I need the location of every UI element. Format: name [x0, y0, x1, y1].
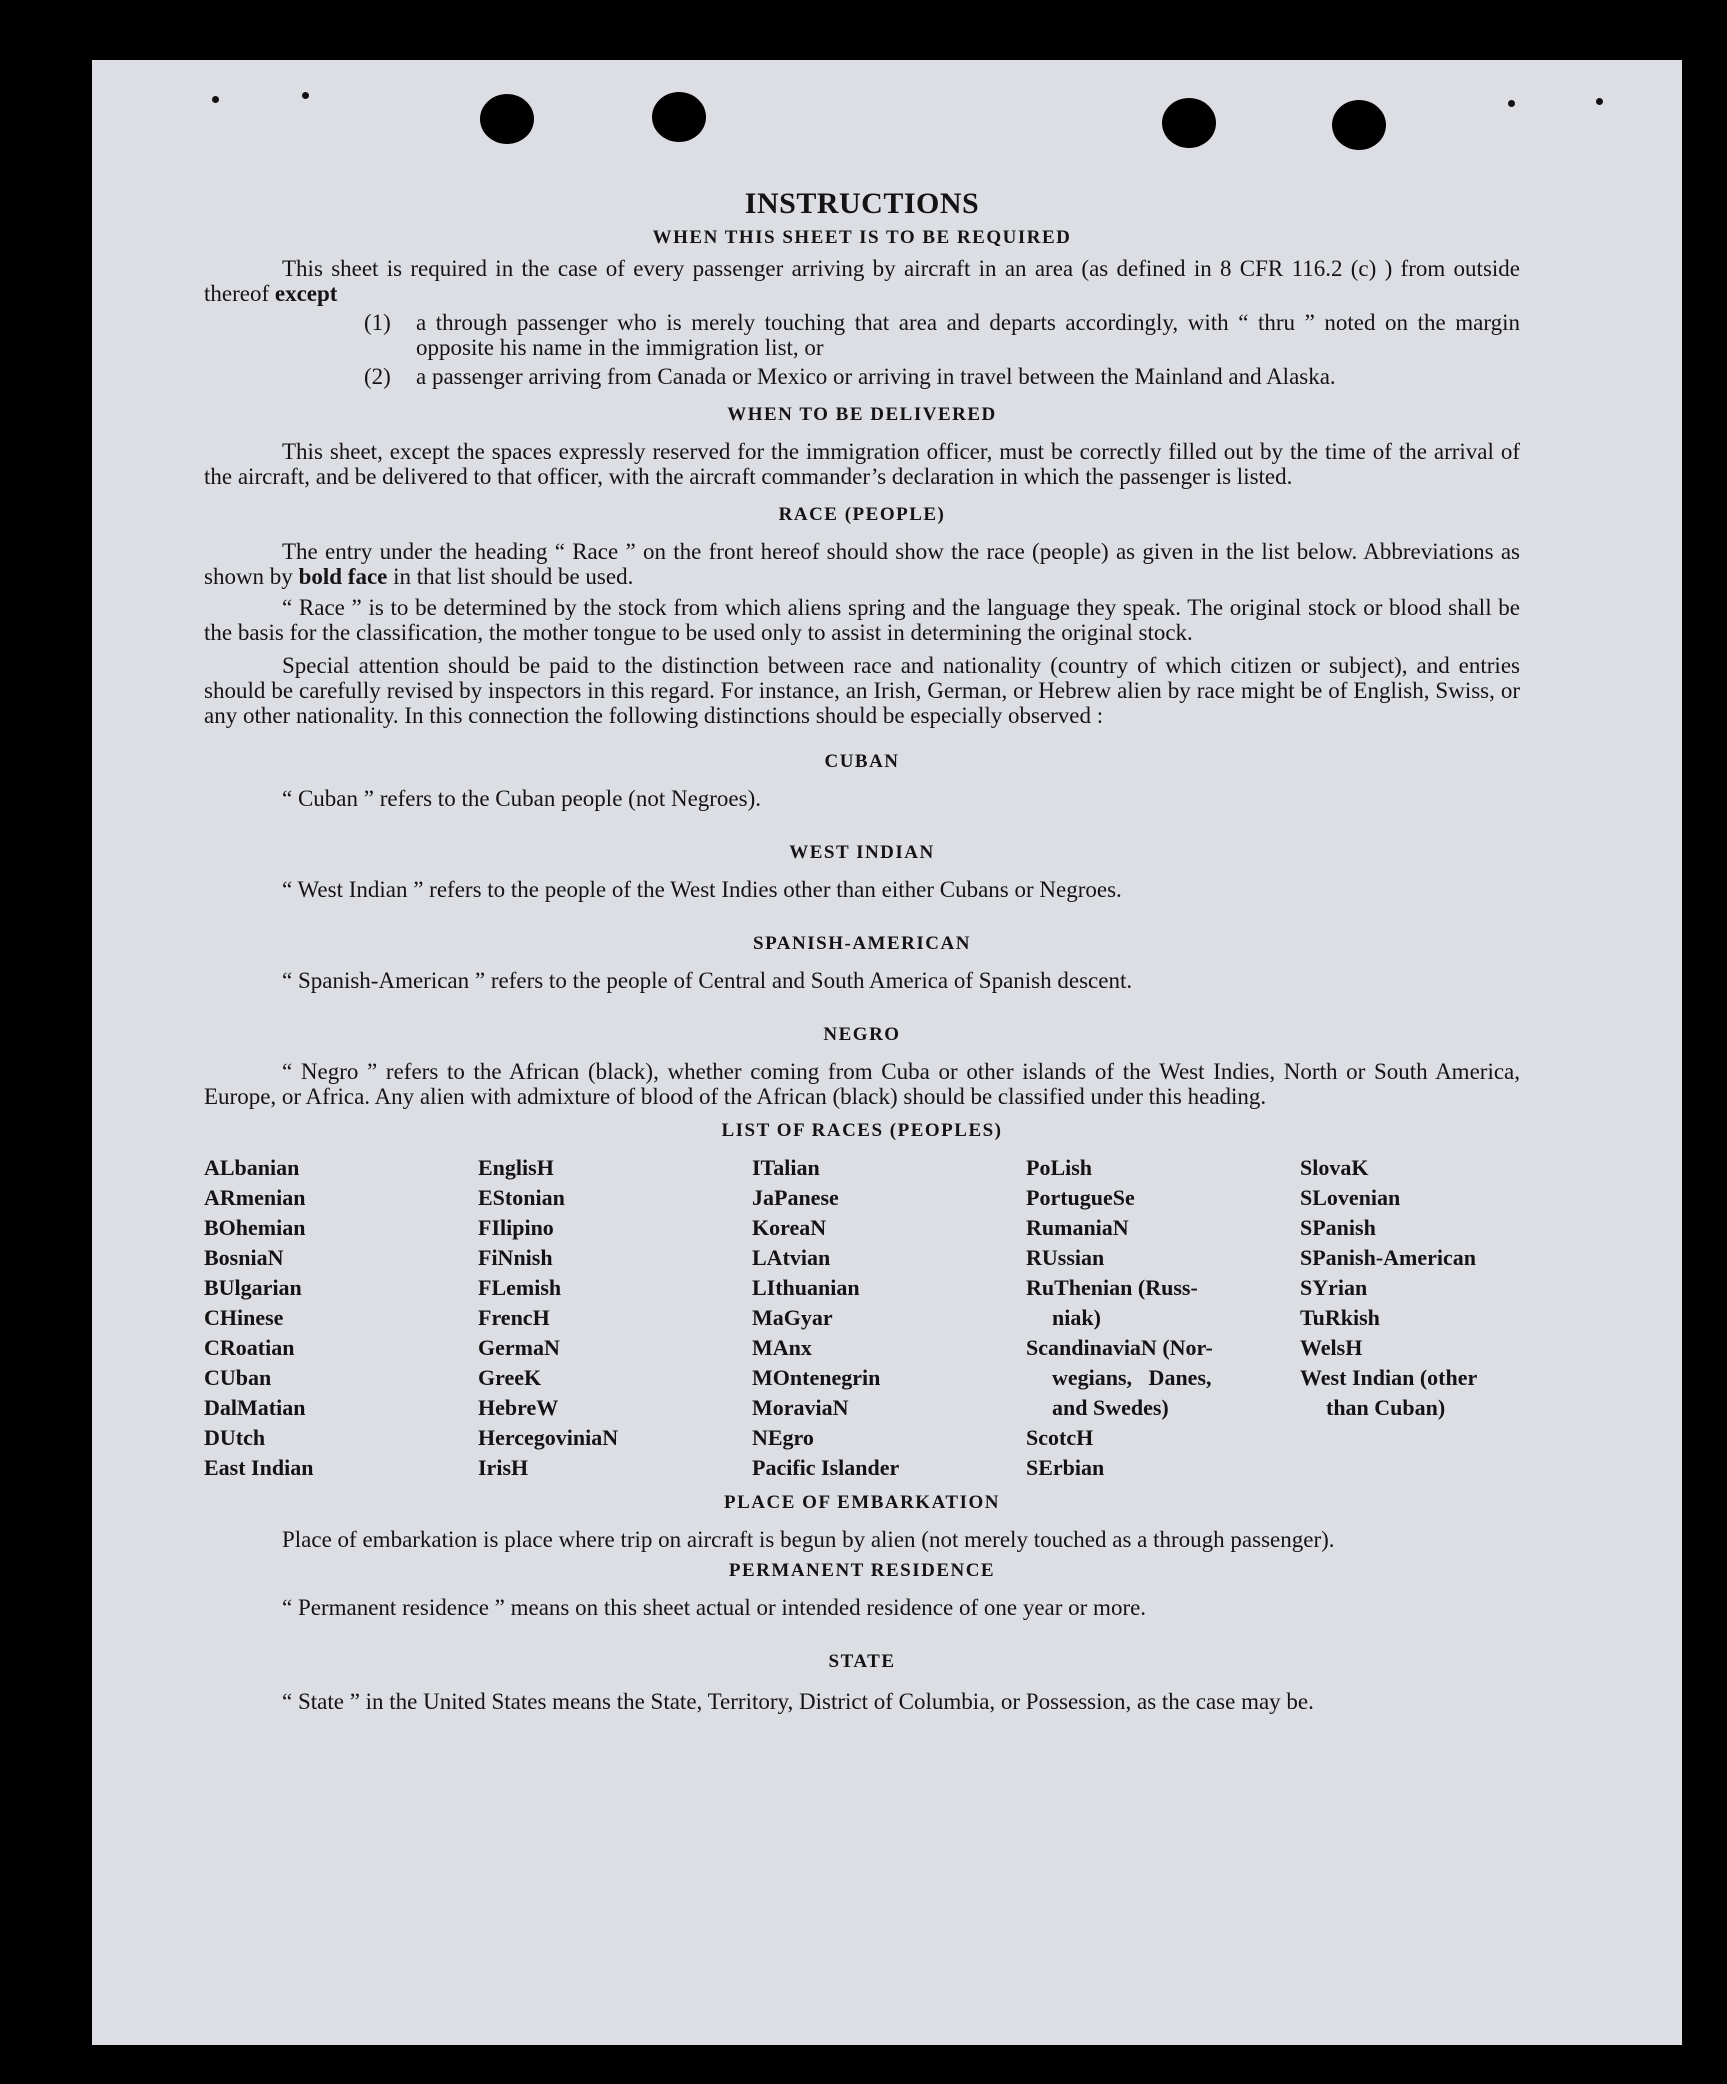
residence-text: “ Permanent residence ” means on this sheet actual or intended residence of one year or more. — [282, 1595, 1147, 1620]
race-entry: than Cuban) — [1326, 1395, 1446, 1420]
race-entry: SPanish-American — [1300, 1245, 1476, 1270]
races-column — [478, 1153, 752, 1483]
race-entry: wegians, Danes, — [1052, 1365, 1212, 1390]
race-entry: CHinese — [204, 1305, 284, 1330]
race-entry: CUban — [204, 1365, 272, 1390]
race-entry: DUtch — [204, 1425, 266, 1450]
page-title: INSTRUCTIONS — [744, 187, 980, 220]
race-entry: GermaN — [478, 1335, 560, 1360]
punch-hole — [1332, 100, 1386, 150]
race-entry: Pacific Islander — [752, 1455, 900, 1480]
race-entry: FLemish — [478, 1275, 562, 1300]
race-paragraph-1: The entry under the heading “ Race ” on the front hereof should show the race (people) as given in the list below. Abbreviations as shown by bold face in that list should be used. — [204, 539, 1520, 589]
heading-spanish-american: SPANISH-AMERICAN — [753, 933, 971, 954]
embarkation-text: Place of embarkation is place where trip on aircraft is begun by alien (not merely touched as a through passenger). — [282, 1527, 1335, 1552]
race-entry: HercegoviniaN — [478, 1425, 619, 1450]
race-entry: FIlipino — [478, 1215, 554, 1240]
speck — [212, 96, 219, 103]
punch-hole — [480, 94, 534, 144]
race-entry: NEgro — [752, 1425, 814, 1450]
cuban-text: “ Cuban ” refers to the Cuban people (not Negroes). — [282, 786, 762, 811]
speck — [1508, 100, 1515, 107]
race-entry: CRoatian — [204, 1335, 295, 1360]
race-entry: RuThenian (Russ- — [1026, 1275, 1198, 1300]
race-entry: GreeK — [478, 1365, 542, 1390]
races-column — [752, 1153, 1026, 1483]
heading-west-indian: WEST INDIAN — [789, 842, 935, 863]
race-entry: SErbian — [1026, 1455, 1105, 1480]
when-delivered-text: This sheet, except the spaces expressly reserved for the immigration officer, must be correctly filled out by the time of the arrival of the aircraft, and be delivered to that officer, with the aircraft commander’s declaration in which the passenger is listed. — [204, 439, 1520, 489]
race-entry: West Indian (other — [1300, 1365, 1478, 1390]
speck — [1596, 98, 1603, 105]
punch-hole — [652, 92, 706, 142]
when-required-intro: This sheet is required in the case of every passenger arriving by aircraft in an area (as defined in 8 CFR 116.2 (c) ) from outside thereof except — [204, 256, 1520, 306]
race-entry: BOhemian — [204, 1215, 306, 1240]
race-entry: MoraviaN — [752, 1395, 849, 1420]
race-entry: MOntenegrin — [752, 1365, 881, 1390]
instructions-content — [204, 186, 1520, 1718]
heading-when-delivered: WHEN TO BE DELIVERED — [727, 404, 997, 425]
race-entry: MaGyar — [752, 1305, 833, 1330]
race-entry: SLovenian — [1300, 1185, 1401, 1210]
race-entry: EStonian — [478, 1185, 565, 1210]
races-column — [1026, 1153, 1300, 1483]
heading-cuban: CUBAN — [824, 751, 900, 772]
race-entry: ScotcH — [1026, 1425, 1094, 1450]
race-entry: LAtvian — [752, 1245, 831, 1270]
race-entry: JaPanese — [752, 1185, 839, 1210]
state-text: “ State ” in the United States means the State, Territory, District of Columbia, or Possession, as the case may be. — [282, 1689, 1314, 1714]
races-list — [204, 1153, 1520, 1483]
race-entry: PoLish — [1026, 1155, 1093, 1180]
heading-when-required: WHEN THIS SHEET IS TO BE REQUIRED — [652, 227, 1072, 248]
race-entry: RumaniaN — [1026, 1215, 1129, 1240]
race-entry: FrencH — [478, 1305, 550, 1330]
race-entry: BUlgarian — [204, 1275, 302, 1300]
race-entry: DalMatian — [204, 1395, 306, 1420]
race-entry: SlovaK — [1300, 1155, 1369, 1180]
spanish-american-text: “ Spanish-American ” refers to the people of Central and South America of Spanish descent. — [282, 968, 1133, 993]
race-entry: East Indian — [204, 1455, 314, 1480]
races-column — [204, 1153, 478, 1483]
heading-list-of-races: LIST OF RACES (PEOPLES) — [721, 1120, 1003, 1141]
race-entry: SYrian — [1300, 1275, 1368, 1300]
race-paragraph-3: Special attention should be paid to the distinction between race and nationality (country of which citizen or subject), and entries should be carefully revised by inspectors in this regard. For instance, an Irish, German, or Hebrew alien by race might be of English, Swiss, or any other nationality. In this connection the following distinctions should be especially observed : — [204, 653, 1520, 728]
heading-negro: NEGRO — [823, 1024, 901, 1045]
race-entry: HebreW — [478, 1395, 559, 1420]
race-entry: MAnx — [752, 1335, 812, 1360]
race-entry: ALbanian — [204, 1155, 300, 1180]
race-entry: niak) — [1052, 1305, 1101, 1330]
race-entry: ARmenian — [204, 1185, 306, 1210]
race-entry: FiNnish — [478, 1245, 553, 1270]
heading-embarkation: PLACE OF EMBARKATION — [724, 1492, 1000, 1513]
race-entry: KoreaN — [752, 1215, 827, 1240]
race-entry: RUssian — [1026, 1245, 1105, 1270]
list-item: (1) a through passenger who is merely touching that area and departs accordingly, with “ thru ” noted on the margin opposite his name in the immigration list, or — [364, 310, 1520, 360]
west-indian-text: “ West Indian ” refers to the people of the West Indies other than either Cubans or Negroes. — [282, 877, 1122, 902]
race-entry: TuRkish — [1300, 1305, 1380, 1330]
speck — [302, 92, 309, 99]
race-entry: BosniaN — [204, 1245, 284, 1270]
punch-hole — [1162, 98, 1216, 148]
race-entry: PortugueSe — [1026, 1185, 1135, 1210]
race-entry: LIthuanian — [752, 1275, 860, 1300]
race-entry: ScandinaviaN (Nor- — [1026, 1335, 1213, 1360]
heading-permanent-residence: PERMANENT RESIDENCE — [728, 1560, 996, 1581]
race-entry: ITalian — [752, 1155, 820, 1180]
races-column — [1300, 1153, 1540, 1483]
race-entry: WelsH — [1300, 1335, 1363, 1360]
negro-text: “ Negro ” refers to the African (black), whether coming from Cuba or other islands of the West Indies, North or South America, Europe, or Africa. Any alien with admixture of blood of the African (black) should be classified under this heading. — [204, 1059, 1520, 1109]
race-entry: SPanish — [1300, 1215, 1376, 1240]
heading-race: RACE (PEOPLE) — [778, 504, 946, 525]
race-entry: and Swedes) — [1052, 1395, 1169, 1420]
list-item: (2) a passenger arriving from Canada or Mexico or arriving in travel between the Mainland and Alaska. — [364, 364, 1336, 389]
race-entry: IrisH — [478, 1455, 529, 1480]
heading-state: STATE — [828, 1651, 896, 1672]
race-entry: EnglisH — [478, 1155, 554, 1180]
race-paragraph-2: “ Race ” is to be determined by the stock from which aliens spring and the language they speak. The original stock or blood shall be the basis for the classification, the mother tongue to be used only to assist in determining the original stock. — [204, 595, 1520, 645]
